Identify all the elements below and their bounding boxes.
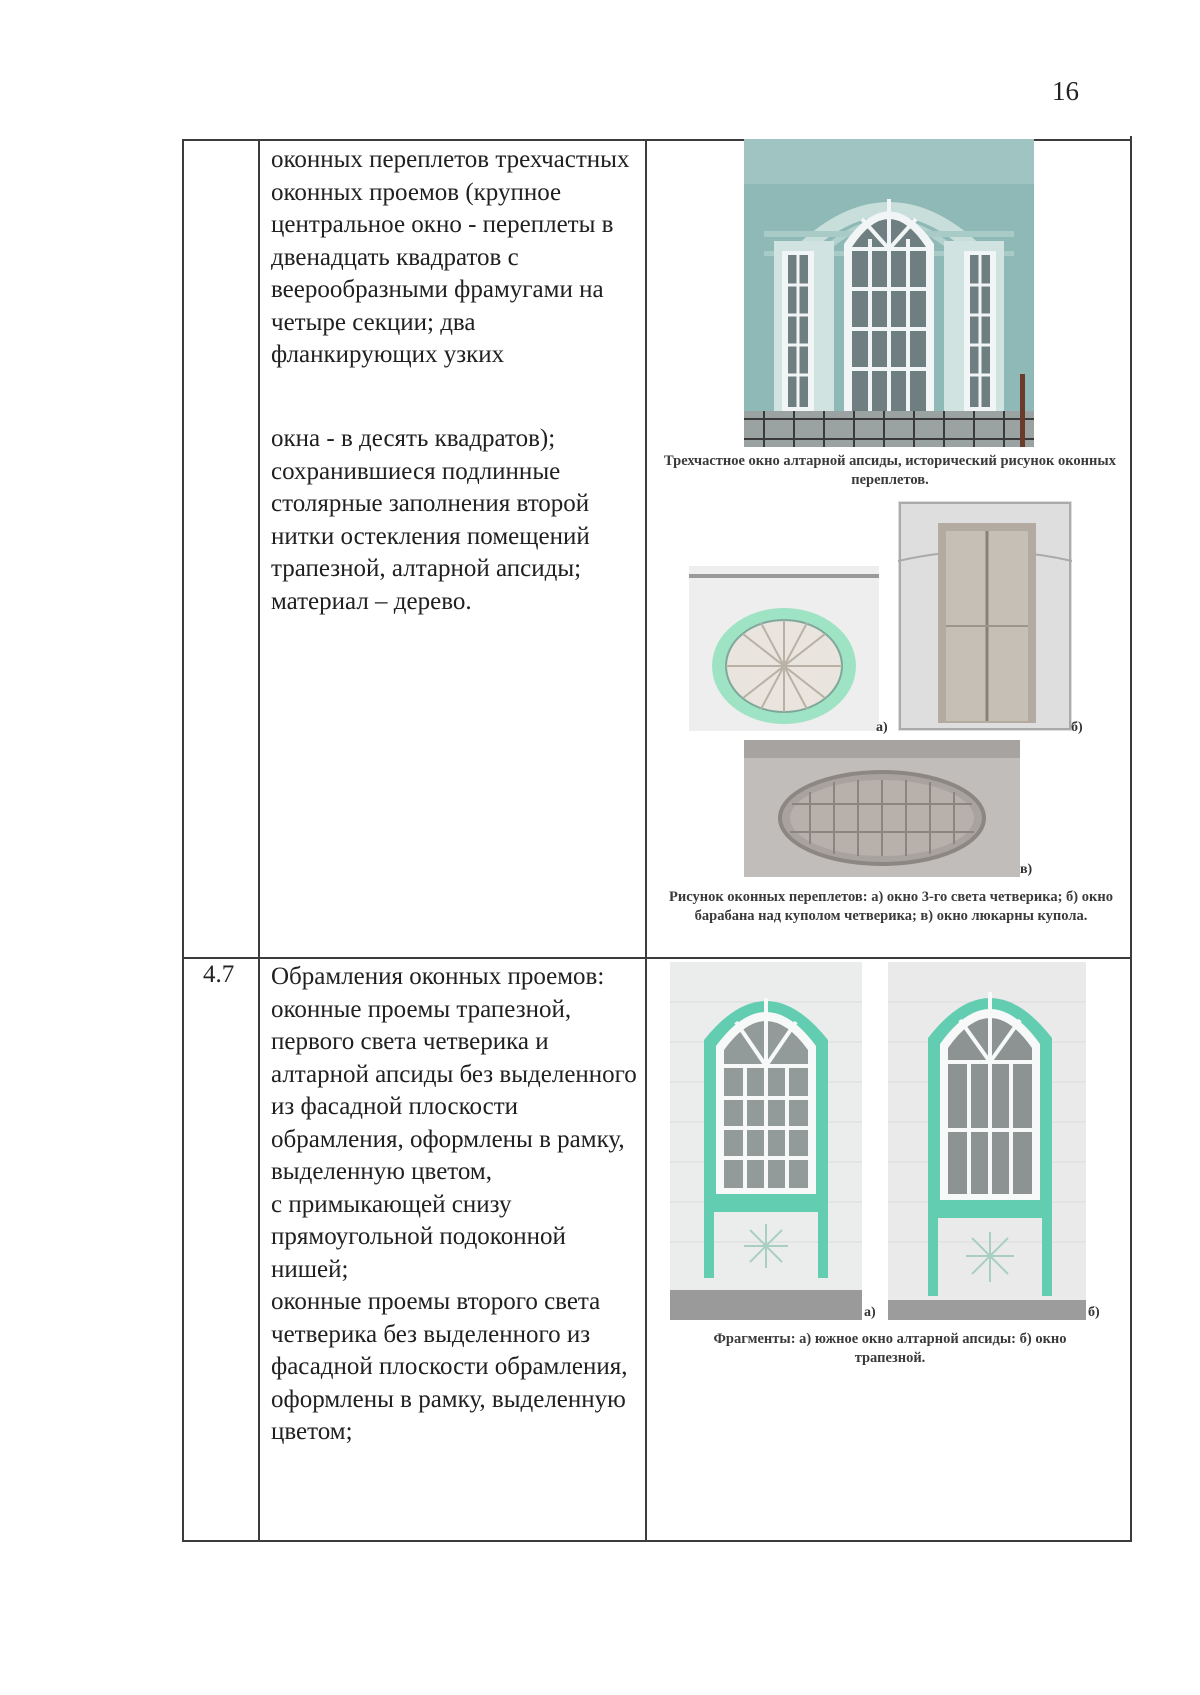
photo-apse-triple-window <box>744 139 1034 447</box>
table-border-bottom <box>182 1540 1132 1542</box>
row-4-7-number: 4.7 <box>203 961 235 988</box>
page-number: 16 <box>1052 76 1079 106</box>
table-border-left <box>182 139 184 1541</box>
photo-lucarne-window-v <box>744 740 1020 877</box>
photo-drum-window-b <box>898 501 1072 731</box>
caption-window-drawings: Рисунок оконных переплетов: а) окно 3-го света четверика; б) окно барабана над куполом четверика; в) окно люкарны купола. <box>669 889 1113 924</box>
row-4-7-text: Обрамления оконных проемов: оконные проемы трапезной, первого света четверика и алтарной апсиды без выделенного из фасадной плоскости обрамления, оформлены в рамку, выделенную цветом, с примыкающей снизу прямоугольной подоконной нишей; оконные проемы второго света четверика без выделенного из фасадной плоскости обрамления, оформлены в рамку, выделенную цветом; <box>271 963 637 1445</box>
photo-south-apse-window-a <box>670 962 862 1320</box>
label-v-lucarne-window: в) <box>1020 862 1033 877</box>
label-a-round-window: а) <box>876 720 888 735</box>
table-divider-number <box>258 139 260 1541</box>
row-continued-text-part2: окна - в десять квадратов); сохранившиеся подлинные столярные заполнения второй нитки остекления помещений трапезной, алтарной апсиды; материал – дерево. <box>271 425 590 615</box>
row-continued-text-part1: оконных переплетов трехчастных оконных проемов (крупное центральное окно - переплеты в двенадцать квадратов с веерообразными фрамугами на четыре секции; два фланкирующих узких <box>271 146 630 368</box>
caption-apse-window: Трехчастное окно алтарной апсиды, исторический рисунок оконных переплетов. <box>664 453 1116 488</box>
photo-round-window-a <box>689 566 879 731</box>
label-a-south-window: а) <box>864 1305 876 1320</box>
table-border-right <box>1130 136 1132 1541</box>
photo-refectory-window-b <box>888 962 1086 1320</box>
table-row-divider <box>182 957 1132 959</box>
label-b-refectory-window: б) <box>1088 1305 1100 1320</box>
caption-fragments: Фрагменты: а) южное окно алтарной апсиды: б) окно трапезной. <box>713 1331 1067 1366</box>
label-b-drum-window: б) <box>1071 720 1083 735</box>
